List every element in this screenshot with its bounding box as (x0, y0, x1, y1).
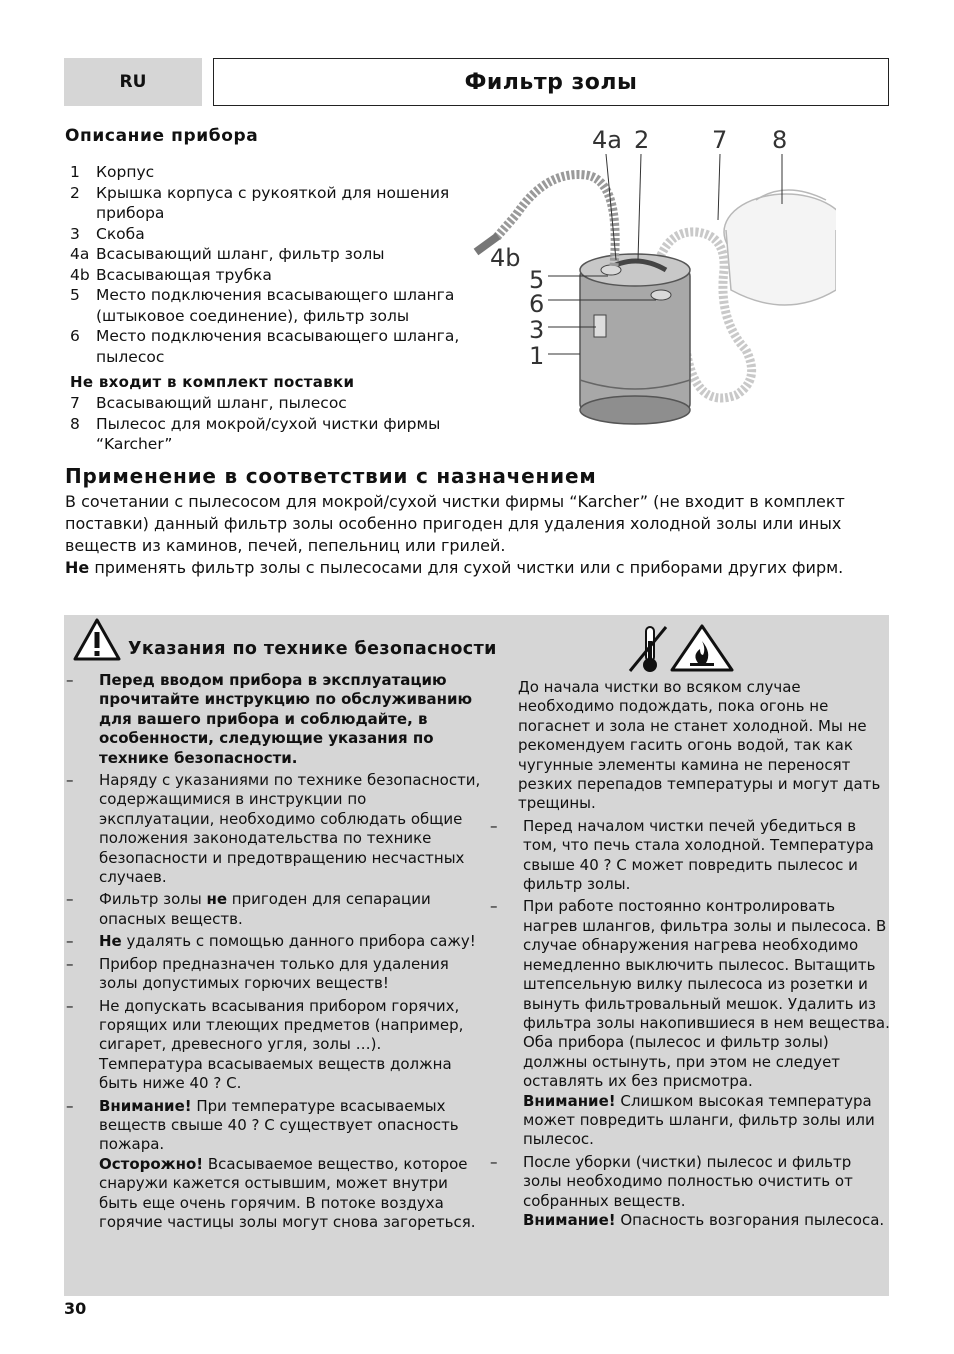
list-item (64, 1097, 484, 1233)
list-item (64, 955, 484, 994)
emphasis: Осторожно! (99, 1154, 204, 1173)
safety-heading: Указания по технике безопасности (128, 639, 497, 659)
callout-6: 6 (529, 290, 545, 318)
item-text: Всасывающая трубка (96, 265, 272, 284)
item-number: 3 (70, 224, 80, 243)
item-number: 8 (70, 414, 80, 433)
safety-text: Фильтр золы (99, 890, 207, 909)
page-number: 30 (64, 1299, 87, 1318)
safety-text: После уборки (чистки) пылесос и фильтр золы необходимо полностью очистить от собранных веществ. (523, 1152, 853, 1210)
safety-panel (64, 615, 889, 1296)
safety-text: Прибор предназначен только для удаления золы допустимых горючих веществ! (99, 954, 449, 993)
bullet-dash: – (490, 816, 498, 835)
page-title: Фильтр золы (464, 69, 638, 95)
list-item (70, 393, 510, 414)
item-text: Крышка корпуса с рукояткой для ношения прибора (96, 183, 450, 222)
bullet-dash: – (66, 890, 74, 909)
emphasis: Внимание! (99, 1096, 192, 1115)
safety-text: При работе постоянно контролировать нагрев шлангов, фильтра золы и пылесоса. В случае обнаружения нагрева необходимо немедленно выключить пылесос. Вытащить штепсельную вилку пылесоса из розетки и вынуть фильтровальный мешок. Удалить из фильтра золы накопившиеся в нем вещества. Оба прибора (пылесос и фильтр золы) должны остынуть, при этом не следует оставлять их без присмотра. (523, 897, 890, 1091)
safety-left-column (64, 671, 484, 1235)
warning-triangle-icon (72, 617, 122, 663)
intended-use-heading: Применение в соответствии с назначением (65, 464, 597, 488)
item-text: Место подключения всасывающего шланга, пылесос (96, 327, 460, 366)
safety-text: При температуре всасываемых веществ свыше 40 ? C существует опасность пожара. (99, 1096, 459, 1154)
safety-text: Перед началом чистки печей убедиться в том, что печь стала холодной. Температура свыше 40 ? C может повредить пылесос и фильтр золы. (523, 816, 874, 894)
ash-filter-body (580, 254, 690, 424)
item-text: Скоба (96, 224, 145, 243)
ash-filter-diagram (456, 120, 836, 440)
vacuum-cleaner-illustration (724, 190, 836, 305)
item-number: 1 (70, 163, 80, 181)
emphasis: Не (65, 558, 90, 577)
bullet-dash: – (66, 771, 74, 790)
safety-text: Всасываемое вещество, которое снаружи кажется остывшим, может внутри быть еще очень горячим. В потоке воздуха горячие частицы золы могут снова загореться. (99, 1154, 476, 1231)
safety-text: удалять с помощью данного прибора сажу! (121, 932, 476, 951)
description-heading: Описание прибора (65, 126, 259, 146)
safety-text: Не допускать всасывания прибором горячих, горящих или тлеющих предметов (например, сигарет, древесного угля, золы …). Температура всасываемых веществ должна быть ниже 40 ? C. (99, 996, 464, 1093)
item-text: Корпус (96, 163, 155, 181)
item-number: 6 (70, 327, 80, 345)
list-item (488, 897, 893, 1149)
intended-use-paragraph (65, 557, 895, 579)
list-item (64, 671, 484, 768)
callout-3: 3 (529, 316, 545, 344)
item-text: Пылесос для мокрой/сухой чистки фирмы “Karcher” (96, 414, 441, 453)
intended-use-text (65, 491, 895, 579)
parts-list (70, 162, 510, 367)
bullet-dash: – (490, 897, 498, 916)
page-title-box (213, 58, 889, 106)
hot-temperature-fire-icons (626, 623, 736, 673)
item-number: 7 (70, 394, 80, 412)
safety-paragraph: До начала чистки во всяком случае необходимо подождать, пока огонь не погаснет и зола не станет холодной. Мы не рекомендуем гасить огонь водой, так как чугунные элементы камина не переносят резких перепадов температуры и могут дать трещины. (518, 678, 881, 813)
bullet-dash: – (66, 996, 74, 1015)
list-item (64, 771, 484, 887)
thermometer-icon (630, 627, 666, 672)
bullet-dash: – (66, 954, 74, 973)
list-item (70, 162, 510, 183)
list-item (64, 890, 484, 929)
not-included-heading: Не входит в комплект поставки (70, 373, 355, 391)
not-included-list (70, 393, 510, 455)
item-number: 2 (70, 183, 80, 202)
list-item (70, 183, 510, 224)
callout-5: 5 (529, 266, 545, 294)
list-item (70, 224, 510, 245)
safety-text: Наряду с указаниями по технике безопасности, содержащимися в инструкции по эксплуатации, необходимо соблюдать общие положения законодательства по технике безопасности и предотвращению несчастных случаев. (99, 771, 481, 887)
list-item (70, 265, 510, 286)
bullet-dash: – (66, 932, 74, 951)
safety-text: Перед вводом прибора в эксплуатацию прочитайте инструкцию по обслуживанию для вашего прибора и соблюдайте, в особенности, следующие указания по технике безопасности. (99, 671, 473, 767)
callout-4a: 4a (592, 126, 622, 154)
intended-use-paragraph: В сочетании с пылесосом для мокрой/сухой чистки фирмы “Karcher” (не входит в комплект поставки) данный фильтр золы особенно пригоден для удаления холодной золы или иных веществ из каминов, печей, пепельниц или грилей. (65, 492, 845, 555)
safety-text: пригоден для сепарации опасных веществ. (99, 890, 431, 928)
safety-text: Слишком высокая температура может повредить шланги, фильтр золы или пылесос. (523, 1091, 875, 1149)
list-item (64, 997, 484, 1094)
list-item (70, 414, 510, 455)
list-item (488, 1153, 893, 1231)
list-item (70, 244, 510, 265)
list-item (488, 817, 893, 895)
callout-1: 1 (529, 342, 545, 370)
bullet-dash: – (490, 1152, 498, 1171)
safety-text: Опасность возгорания пылесоса. (615, 1210, 885, 1229)
language-tab (64, 58, 202, 106)
list-item (64, 932, 484, 951)
emphasis: Внимание! (523, 1210, 616, 1229)
callout-4b: 4b (490, 244, 521, 272)
callout-7: 7 (712, 126, 728, 154)
language-label: RU (119, 72, 147, 92)
item-text: Всасывающий шланг, пылесос (96, 394, 347, 412)
emphasis: не (206, 890, 228, 909)
paragraph-text: применять фильтр золы с пылесосами для сухой чистки или с приборами других фирм. (89, 558, 844, 577)
item-number: 4a (70, 245, 90, 263)
item-number: 4b (70, 265, 90, 284)
item-number: 5 (70, 286, 80, 304)
bullet-dash: – (66, 671, 74, 689)
emphasis: Внимание! (523, 1091, 616, 1110)
callout-8: 8 (772, 126, 788, 154)
emphasis: Не (99, 932, 122, 951)
item-text: Место подключения всасывающего шланга (штыковое соединение), фильтр золы (96, 286, 455, 325)
list-item (70, 326, 510, 367)
item-text: Всасывающий шланг, фильтр золы (96, 245, 385, 263)
list-item (70, 285, 510, 326)
flammable-icon (672, 626, 732, 670)
bullet-dash: – (66, 1096, 74, 1115)
callout-2: 2 (634, 126, 650, 154)
safety-right-column (488, 678, 893, 1233)
